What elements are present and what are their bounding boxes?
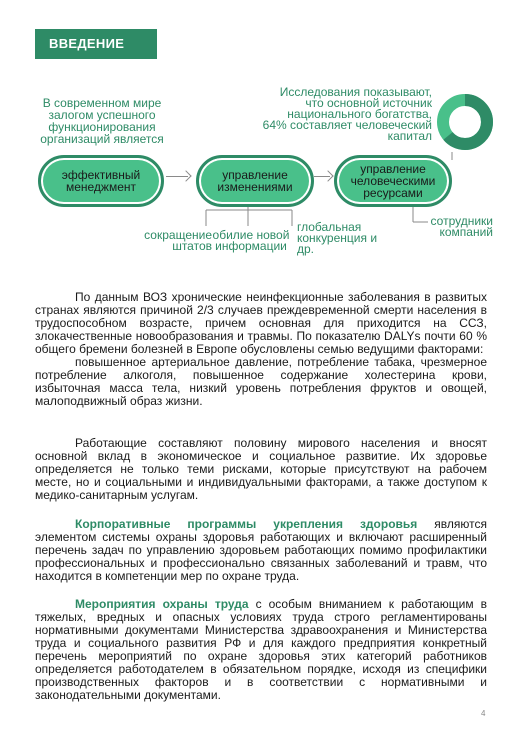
risk-factors-list: повышенное артериальное давление, потребление табака, чрезмерное потребление алкоголя, повышенное содержание холестерина крови, избыточная масса тела, низкий уровень потребления фруктов и овощей, малоподвижный образ жизни. [35, 355, 487, 408]
donut-label: 64% [456, 126, 474, 135]
paragraph-text: являются элементом системы охраны здоровья работающих и включают расширенный перечень задач по управлению здоровьем работающих помимо профилактики профессиональных и профессионально связанных заболеваний и травм, что находится в компетенции мер по охране труда. [35, 517, 488, 583]
paragraph-text: с особым вниманием к работающим в тяжелых, вредных и опасных условиях труда строго регламентированы нормативными документами Министерства здравоохранения и Министерства труда и социального развития РФ и для каждого предприятия конкретный перечень мероприятий по охране здоровья этих категорий работников определяется работодателем в обязательном порядке, исходя из специфики производственных факторов и в соответствии с нормативными и законодательными документами. [35, 597, 487, 702]
sub-global-competition: глобальная конкуренция и др. [297, 220, 378, 256]
paragraph-workers [35, 437, 487, 502]
arrow-2 [314, 176, 330, 177]
page-number: 4 [481, 709, 486, 718]
paragraph-who-data [35, 291, 487, 408]
sub-info-overload: обилие новой информации [212, 228, 290, 253]
research-note: Исследования показывают, что основной источник национального богатства, 64% составляет человеческий капитал [262, 85, 432, 143]
highlight-term: Корпоративные программы укрепления здоровья [75, 517, 418, 531]
paragraph-text: По данным ВОЗ хронические неинфекционные заболевания в развитых странах являются причиной 2/3 случаев преждевременной смерти населения в трудоспособном возрасте, причем основная для приходится на ССЗ, злокачественные новообразования и травмы. По показателю DALYs почти 60 % общего бремени болезней в Европе обусловлены семью ведущими факторами: [35, 290, 487, 356]
node-change-management: управление изменениями [196, 155, 314, 207]
sub-staff-reduction: сокращение штатов [144, 228, 212, 253]
connector-lines [0, 0, 530, 300]
highlight-term: Мероприятия охраны труда [75, 597, 249, 611]
section-title: ВВЕДЕНИЕ [35, 29, 157, 59]
sub-employees: сотрудники компаний [430, 214, 493, 239]
node-effective-management: эффективный менеджмент [38, 155, 164, 207]
paragraph-corporate-programs [35, 518, 487, 583]
node-hr-management: управление человеческими ресурсами [334, 155, 452, 207]
lead-note: В современном мире залогом успешного функционирования организаций является [40, 96, 164, 146]
paragraph-text: Работающие составляют половину мирового населения и вносят основной вклад в экономическое и социальное развитие. Их здоровье определяется не только теми рисками, которые присутствуют на рабочем месте, но и социальными и индивидуальными факторами, а также доступом к медико-санитарным услугам. [35, 436, 487, 502]
paragraph-safety-measures [35, 598, 487, 702]
arrow-1 [166, 176, 188, 177]
